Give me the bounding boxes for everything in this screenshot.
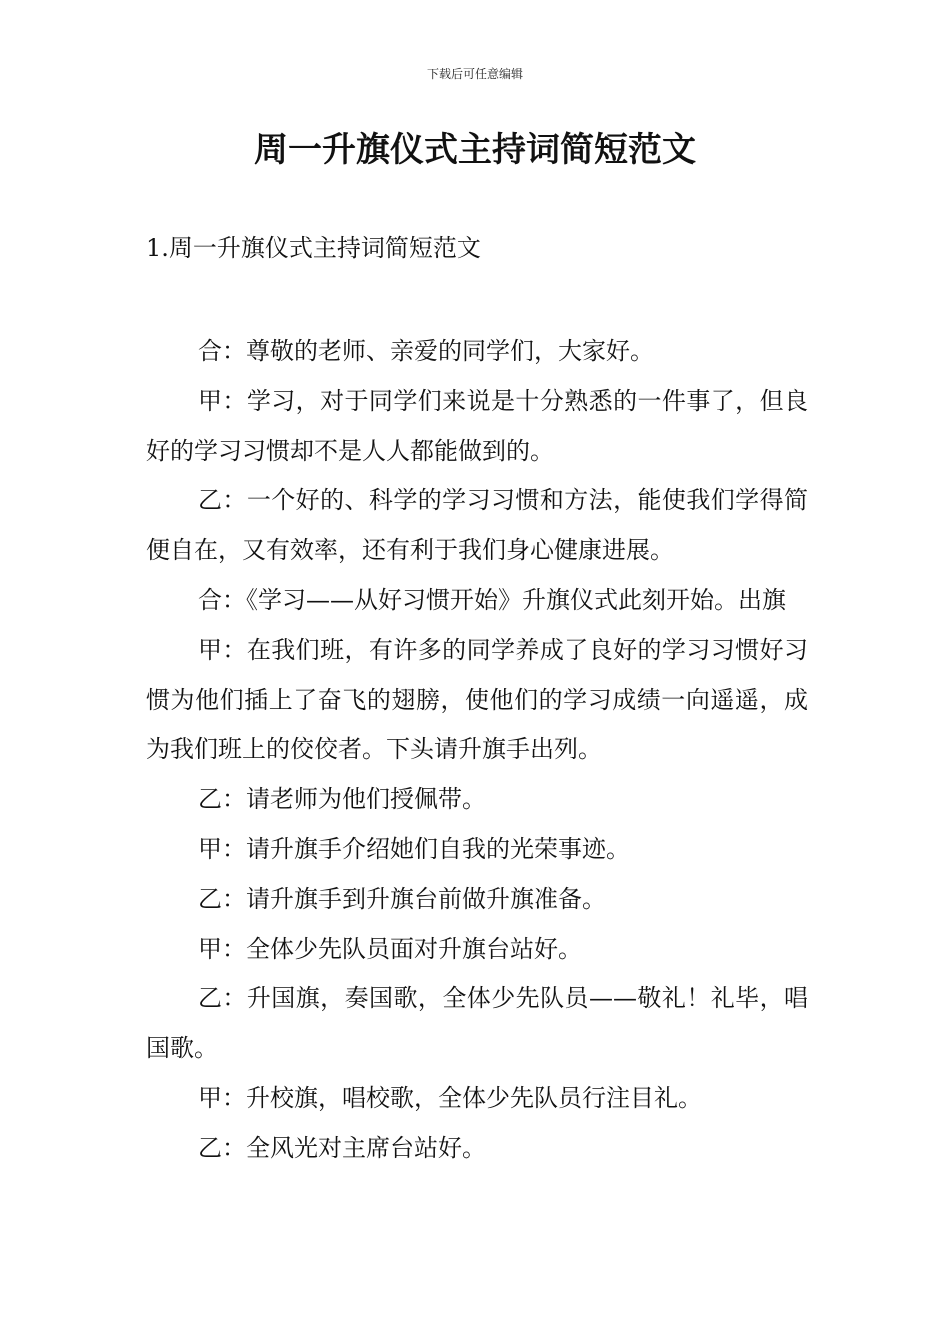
- paragraph: 合：《学习——从好习惯开始》升旗仪式此刻开始。出旗: [198, 585, 786, 614]
- paragraph: 乙：全风光对主席台站好。: [198, 1133, 486, 1162]
- paragraph: 乙：请升旗手到升旗台前做升旗准备。: [198, 884, 606, 913]
- header-note: 下载后可任意编辑: [426, 67, 523, 81]
- document-body: [146, 327, 808, 1174]
- paragraph: 甲：全体少先队员面对升旗台站好。: [198, 934, 582, 963]
- paragraph: 甲：在我们班，有许多的同学养成了良好的学习习惯好习惯为他们插上了奋飞的翅膀，使他们的学习成绩一向遥遥，成为我们班上的佼佼者。下头请升旗手出列。: [146, 635, 808, 764]
- paragraph: 甲：请升旗手介绍她们自我的光荣事迹。: [198, 834, 630, 863]
- paragraph: 乙：请老师为他们授佩带。: [198, 785, 486, 814]
- paragraph: 乙：升国旗，奏国歌，全体少先队员——敬礼！礼毕，唱国歌。: [146, 984, 808, 1063]
- paragraph: 甲：升校旗，唱校歌，全体少先队员行注目礼。: [198, 1083, 702, 1112]
- document-title: 周一升旗仪式主持词简短范文: [254, 130, 696, 170]
- section-heading: 1.周一升旗仪式主持词简短范文: [146, 234, 481, 262]
- paragraph: 合：尊敬的老师、亲爱的同学们，大家好。: [198, 337, 654, 365]
- paragraph: 乙：一个好的、科学的学习习惯和方法，能使我们学得简便自在，又有效率，还有利于我们身心健康进展。: [146, 486, 808, 565]
- paragraph: 甲：学习，对于同学们来说是十分熟悉的一件事了，但良好的学习习惯却不是人人都能做到的。: [146, 386, 808, 465]
